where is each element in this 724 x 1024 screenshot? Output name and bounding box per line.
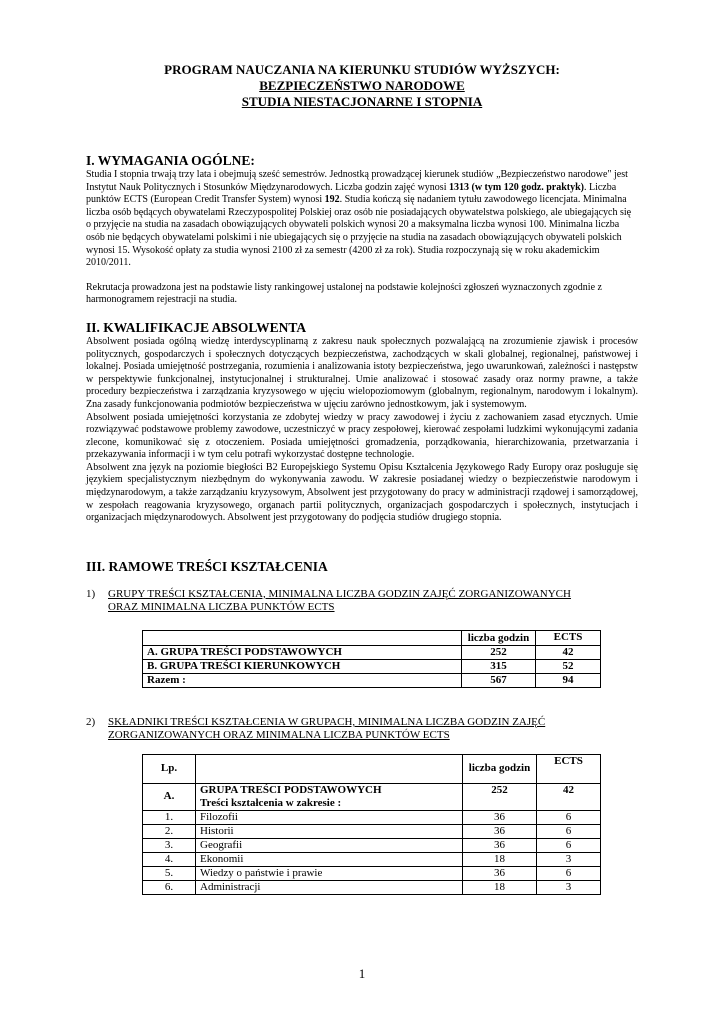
table-row: 3. Geografii 36 6	[143, 838, 601, 852]
section-2-paragraph-2: Absolwent posiada umiejętności korzystania ze zdobytej wiedzy w pracy zawodowej i życiu z zachowaniem zasad etycznych. Umie rozwiązywać podstawowe problemy zawodowe, uczestniczyć w pracy zespołowej, kierować zespołami ludzkimi wykonującymi zadania zlecone, komunikować się z otoczeniem. Posiada umiejętności gromadzenia, porządkowania, hierarchizowania, przetwarzania i przekazywania informacji i w tym celu potrafi wykorzystać dostępne technologie.	[86, 411, 638, 461]
section-1-heading: I. WYMAGANIA OGÓLNE:	[86, 153, 255, 168]
table-row: 4. Ekonomii 18 3	[143, 852, 601, 866]
title-line-2: BEZPIECZEŃSTWO NARODOWE	[259, 78, 465, 93]
table-content-groups	[142, 630, 601, 688]
document-page	[86, 62, 638, 895]
column-header-ects: ECTS	[537, 754, 601, 783]
table-row: 5. Wiedzy o państwie i prawie 36 6	[143, 866, 601, 880]
table-header-row	[143, 754, 601, 783]
section-1-paragraph-1: Studia I stopnia trwają trzy lata i obejmują sześć semestrów. Jednostką prowadzącej kierunek studiów „Bezpieczeństwo narodowe" jest Instytut Nauk Politycznych i Stosunków Międzynarodowych. Liczba godzin zajęć wynosi 1313 (w tym 120 godz. praktyk). Liczba punktów ECTS (European Credit Transfer System) wynosi 192. Studia kończą się nadaniem tytułu zawodowego licencjata. Minimalna liczba osób będących obywatelami Rzeczypospolitej Polskiej oraz osób nie posiadających obywatelstwa polskiego, ale ubiegających się o przyjęcie na studia na zasadach obowiązujących obywateli polskich wynosi 20 a maksymalna liczba wynosi 100. Minimalna liczba osób nie będących obywatelami polskimi i nie ubiegających się o przyjęcie na studia na zasadach obowiązujących obywateli polskich wynosi 15. Wysokość opłaty za studia wynosi 2100 zł za semestr (4200 zł za rok). Studia rozpoczynają się w roku akademickim 2010/2011.	[86, 169, 632, 269]
section-1-paragraph-2: Rekrutacja prowadzona jest na podstawie listy rankingowej ustalonej na podstawie kolejności zgłoszeń wyznaczonych zgodnie z harmonogramem rejestracji na studia.	[86, 281, 602, 306]
page-number: 1	[358, 966, 366, 981]
list-item-1-heading: 1) GRUPY TREŚCI KSZTAŁCENIA, MINIMALNA LICZBA GODZIN ZAJĘĆ ZORGANIZOWANYCH ORAZ MINIMALNA LICZBA PUNKTÓW ECTS	[86, 587, 571, 614]
section-2-paragraph-3: Absolwent zna język na poziomie biegłości B2 Europejskiego Systemu Opisu Kształcenia Językowego Rady Europy oraz posługuje się językiem specjalistycznym niezbędnym do wykonywania zawodu. W zakresie posiadanej wiedzy o bezpieczeństwie narodowym i międzynarodowym, a także zarządzaniu kryzysowym, Absolwent jest przygotowany do pracy w administracji rządowej i samorządowej, w zespołach reagowania kryzysowego, organach partii politycznych, organizacjach gospodarczych i społecznych, instytucjach i organizacjach międzynarodowych. Absolwent jest przygotowany do podjęcia studiów drugiego stopnia.	[86, 461, 638, 524]
title-line-3: STUDIA NIESTACJONARNE I STOPNIA	[241, 94, 483, 109]
section-2-paragraph-1: Absolwent posiada ogólną wiedzę interdyscyplinarną z zakresu nauk społecznych pozwalającą na zrozumienie zjawisk i procesów politycznych, gospodarczych i społecznych dotyczących bezpieczeństwa, zachodzących w skali globalnej, regionalnej, państwowej i lokalnej. Posiada umiejętność postrzegania, rozumienia i analizowania istoty bezpieczeństwa, jego uwarunkowań, zależności i następstw w perspektywie funkcjonalnej, instytucjonalnej i strukturalnej. Umie analizować i stosować zasady oraz normy prawne, a także procedury bezpieczeństwa i zarządzania kryzysowego w ujęciu wielopoziomowym (globalnym, regionalnym, narodowym i lokalnym). Zna zasady funkcjonowania podmiotów bezpieczeństwa w ujęciu zarówno jednostkowym, jak i systemowym.	[86, 335, 638, 410]
section-2-heading: II. KWALIFIKACJE ABSOLWENTA	[86, 319, 307, 335]
table-row: A. GRUPA TREŚCI PODSTAWOWYCH 252 42	[143, 645, 601, 659]
table-row: 2. Historii 36 6	[143, 824, 601, 838]
table-header-row	[143, 630, 601, 645]
list-item-2-number: 2)	[86, 715, 96, 728]
table-content-components	[142, 754, 601, 895]
table-row: 6. Administracji 18 3	[143, 880, 601, 894]
column-header-lp: Lp.	[143, 754, 196, 783]
list-item-2-heading: 2) SKŁADNIKI TREŚCI KSZTAŁCENIA W GRUPACH, MINIMALNA LICZBA GODZIN ZAJĘĆ ZORGANIZOWANYCH ORAZ MINIMALNA LICZBA PUNKTÓW ECTS	[86, 715, 546, 742]
table-row-total: Razem : 567 94	[143, 673, 601, 687]
list-item-1-number: 1)	[86, 587, 96, 600]
table-row: B. GRUPA TREŚCI KIERUNKOWYCH 315 52	[143, 659, 601, 673]
title-line-1: PROGRAM NAUCZANIA NA KIERUNKU STUDIÓW WYŻSZYCH:	[164, 62, 560, 77]
document-title	[86, 62, 638, 110]
section-3-heading: III. RAMOWE TREŚCI KSZTAŁCENIA	[86, 558, 328, 574]
column-header-hours: liczba godzin	[463, 754, 537, 783]
column-header-hours: liczba godzin	[462, 630, 536, 645]
table-row: 1. Filozofii 36 6	[143, 810, 601, 824]
column-header-ects: ECTS	[536, 630, 601, 645]
table-group-row: A. GRUPA TREŚCI PODSTAWOWYCH Treści kształcenia w zakresie : 252 42	[143, 783, 601, 810]
